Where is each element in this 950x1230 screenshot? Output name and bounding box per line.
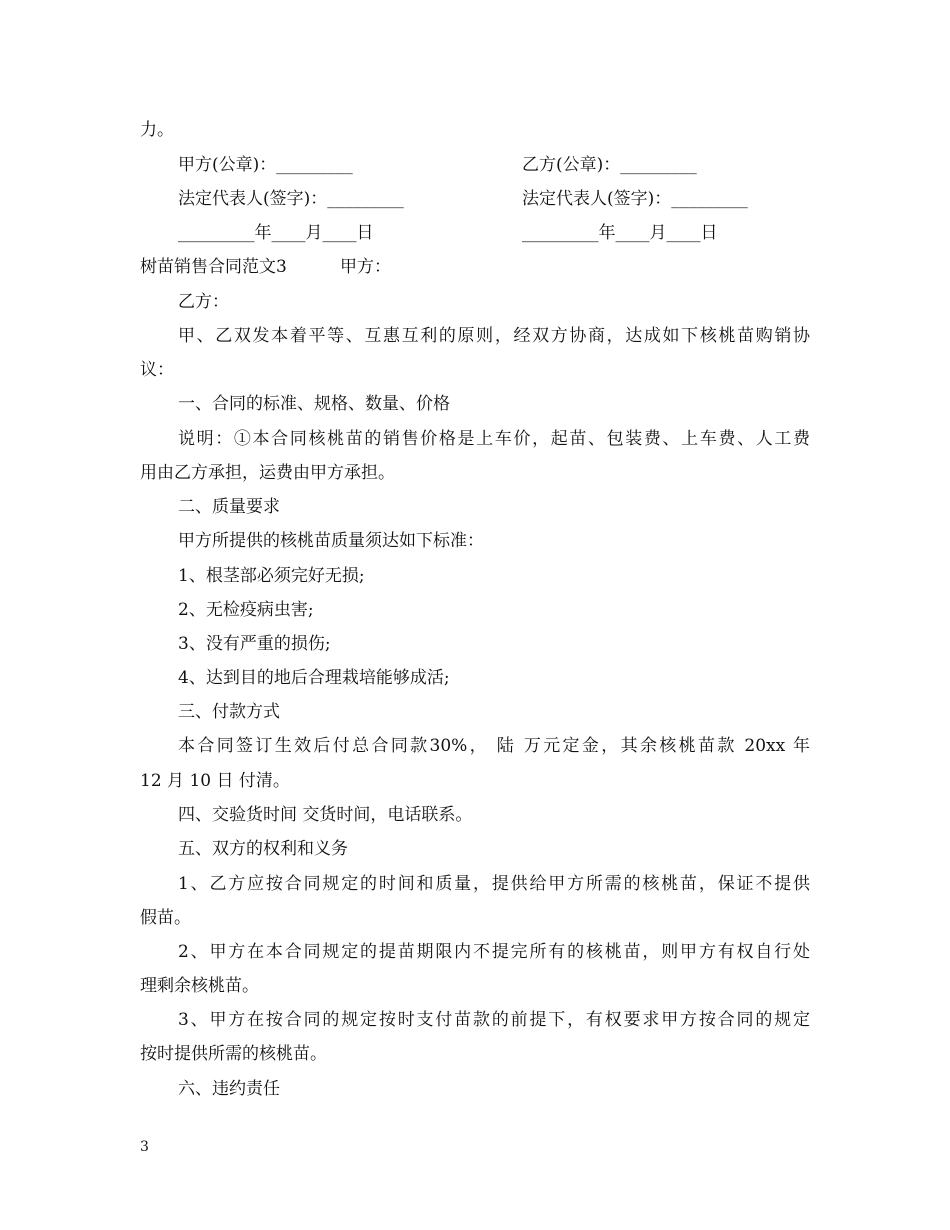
clause-text: 假苗。 (140, 908, 191, 928)
section-1-text: 用由乙方承担，运费由甲方承担。 (140, 463, 395, 483)
section-2-title: 二、质量要求 (178, 497, 280, 517)
intro-line: 议： (140, 360, 174, 380)
section-3-text: 12 月 10 日 付清。 (140, 771, 290, 791)
clause-text: 按时提供所需的核桃苗。 (140, 1044, 327, 1064)
party-a-rep-field: 法定代表人(签字)：_________ (178, 189, 404, 209)
section-2-intro: 甲方所提供的核桃苗质量须达如下标准： (178, 531, 484, 551)
party-a-seal-field: 甲方(公章)：_________ (178, 155, 353, 175)
intro-line: 甲、乙双发本着平等、互惠互利的原则，经双方协商，达成如下核桃苗购销协 (178, 326, 810, 346)
party-a-label: 甲方： (340, 257, 391, 277)
clause-text: 3、甲方在按合同的规定按时支付苗款的前提下，有权要求甲方按合同的规定 (178, 1010, 810, 1030)
section-4-title: 四、交验货时间 交货时间，电话联系。 (178, 805, 473, 825)
party-b-rep-field: 法定代表人(签字)：_________ (522, 189, 748, 209)
section-3-text: 本合同签订生效后付总合同款30%， 陆 万元定金，其余核桃苗款 20xx 年 (178, 736, 810, 756)
clause-text: 理剩余核桃苗。 (140, 976, 259, 996)
party-a-date-field: _________年____月____日 (178, 223, 374, 243)
text-line: 力。 (140, 120, 174, 140)
party-b-date-field: _________年____月____日 (522, 223, 718, 243)
section-1-text: 说明：①本合同核桃苗的销售价格是上车价，起苗、包装费、上车费、人工费 (178, 429, 810, 449)
party-b-label: 乙方： (178, 292, 229, 312)
list-item: 4、达到目的地后合理栽培能够成活; (178, 668, 450, 688)
section-1-title: 一、合同的标准、规格、数量、价格 (178, 394, 450, 414)
list-item: 1、根茎部必须完好无损; (178, 566, 365, 586)
section-6-title: 六、违约责任 (178, 1079, 280, 1099)
clause-text: 2、甲方在本合同规定的提苗期限内不提完所有的核桃苗，则甲方有权自行处 (178, 942, 810, 962)
clause-text: 1、乙方应按合同规定的时间和质量，提供给甲方所需的核桃苗，保证不提供 (178, 874, 810, 894)
party-b-seal-field: 乙方(公章)：_________ (522, 155, 697, 175)
page-number: 3 (140, 1139, 149, 1155)
contract-heading: 树苗销售合同范文3 (140, 257, 287, 277)
list-item: 3、没有严重的损伤; (178, 634, 331, 654)
section-5-title: 五、双方的权利和义务 (178, 839, 348, 859)
list-item: 2、无检疫病虫害; (178, 600, 314, 620)
section-3-title: 三、付款方式 (178, 702, 280, 722)
